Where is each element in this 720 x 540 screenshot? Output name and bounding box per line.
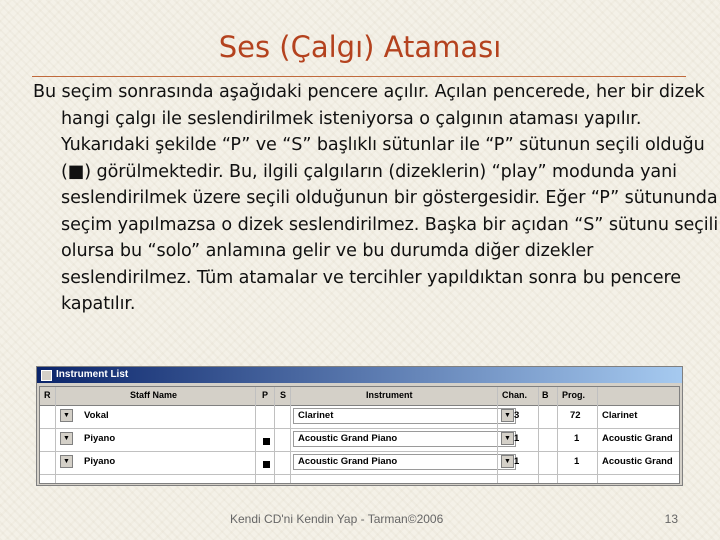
column-divider bbox=[55, 387, 56, 483]
prog-cell[interactable]: 72 bbox=[570, 410, 581, 421]
col-chan-header[interactable]: Chan. bbox=[502, 390, 528, 400]
title-divider bbox=[32, 76, 686, 77]
column-divider bbox=[497, 387, 498, 483]
instrument-list-window bbox=[36, 366, 683, 486]
chevron-down-icon[interactable]: ▼ bbox=[501, 409, 514, 422]
instrument-cell: Clarinet bbox=[298, 410, 334, 421]
slide-footer: Kendi CD'ni Kendin Yap - Tarman©2006 bbox=[230, 512, 444, 526]
instrument-grid bbox=[39, 386, 680, 484]
staff-name-cell[interactable]: Vokal bbox=[84, 410, 109, 421]
column-divider bbox=[255, 387, 256, 483]
filled-square-icon[interactable] bbox=[263, 461, 270, 468]
window-titlebar[interactable] bbox=[37, 367, 682, 383]
column-divider bbox=[274, 387, 275, 483]
prog-cell[interactable]: 1 bbox=[574, 456, 580, 467]
col-prog-header[interactable]: Prog. bbox=[562, 390, 586, 400]
column-divider bbox=[538, 387, 539, 483]
window-title: Instrument List bbox=[56, 369, 129, 380]
staff-name-cell[interactable]: Piyano bbox=[84, 456, 116, 467]
chevron-down-icon[interactable]: ▼ bbox=[60, 432, 73, 445]
col-b-header[interactable]: B bbox=[542, 390, 549, 400]
staff-name-cell[interactable]: Piyano bbox=[84, 433, 116, 444]
window-app-icon bbox=[41, 370, 52, 381]
col-s-header[interactable]: S bbox=[280, 390, 287, 400]
prog-cell[interactable]: 1 bbox=[574, 433, 580, 444]
grid-header bbox=[40, 387, 679, 406]
table-row[interactable] bbox=[40, 452, 679, 475]
chan-cell[interactable]: 3 bbox=[514, 410, 520, 421]
filled-square-icon[interactable] bbox=[263, 438, 270, 445]
instrument-cell: Acoustic Grand Piano bbox=[298, 456, 398, 467]
instrument-cell: Acoustic Grand Piano bbox=[298, 433, 398, 444]
slide-title: Ses (Çalgı) Ataması bbox=[218, 30, 502, 64]
prog-name-cell: Acoustic Grand bbox=[602, 456, 673, 467]
col-p-header[interactable]: P bbox=[262, 390, 269, 400]
chevron-down-icon[interactable]: ▼ bbox=[501, 432, 514, 445]
col-staff-name-header[interactable]: Staff Name bbox=[130, 390, 178, 400]
chan-cell[interactable]: 1 bbox=[514, 433, 520, 444]
chan-cell[interactable]: 1 bbox=[514, 456, 520, 467]
prog-name-cell: Clarinet bbox=[602, 410, 638, 421]
table-row[interactable] bbox=[40, 406, 679, 429]
column-divider bbox=[557, 387, 558, 483]
prog-name-cell: Acoustic Grand bbox=[602, 433, 673, 444]
page-number: 13 bbox=[664, 512, 678, 526]
chevron-down-icon[interactable]: ▼ bbox=[60, 455, 73, 468]
column-divider bbox=[597, 387, 598, 483]
chevron-down-icon[interactable]: ▼ bbox=[60, 409, 73, 422]
table-row[interactable] bbox=[40, 429, 679, 452]
body-paragraph: Bu seçim sonrasında aşağıdaki pencere açılır. Açılan pencerede, her bir dizek hangi çalgı ile seslendirilmek isteniyorsa o çalgının ataması yapılır. Yukarıdaki şekilde “P” ve “S” başlıklı sütunlar ile “P” sütunun seçili olduğu (■) görülmektedir. Bu, ilgili çalgıların (dizeklerin) “play” modunda yani seslendirilmek üzere seçili olduğunun bir göstergesidir. Eğer “P” sütununda seçim yapılmazsa o dizek seslendirilmez. Başka bir açıdan “S” sütunu seçili olursa bu “solo” anlamına gelir ve bu durumda diğer dizekler seslendirilmez. Tüm atamalar ve tercihler yapıldıktan sonra bu pencere kapatılır. bbox=[33, 82, 719, 314]
column-divider bbox=[290, 387, 291, 483]
col-r-header[interactable]: R bbox=[44, 390, 51, 400]
chevron-down-icon[interactable]: ▼ bbox=[501, 455, 514, 468]
col-instrument-header[interactable]: Instrument bbox=[366, 390, 413, 400]
